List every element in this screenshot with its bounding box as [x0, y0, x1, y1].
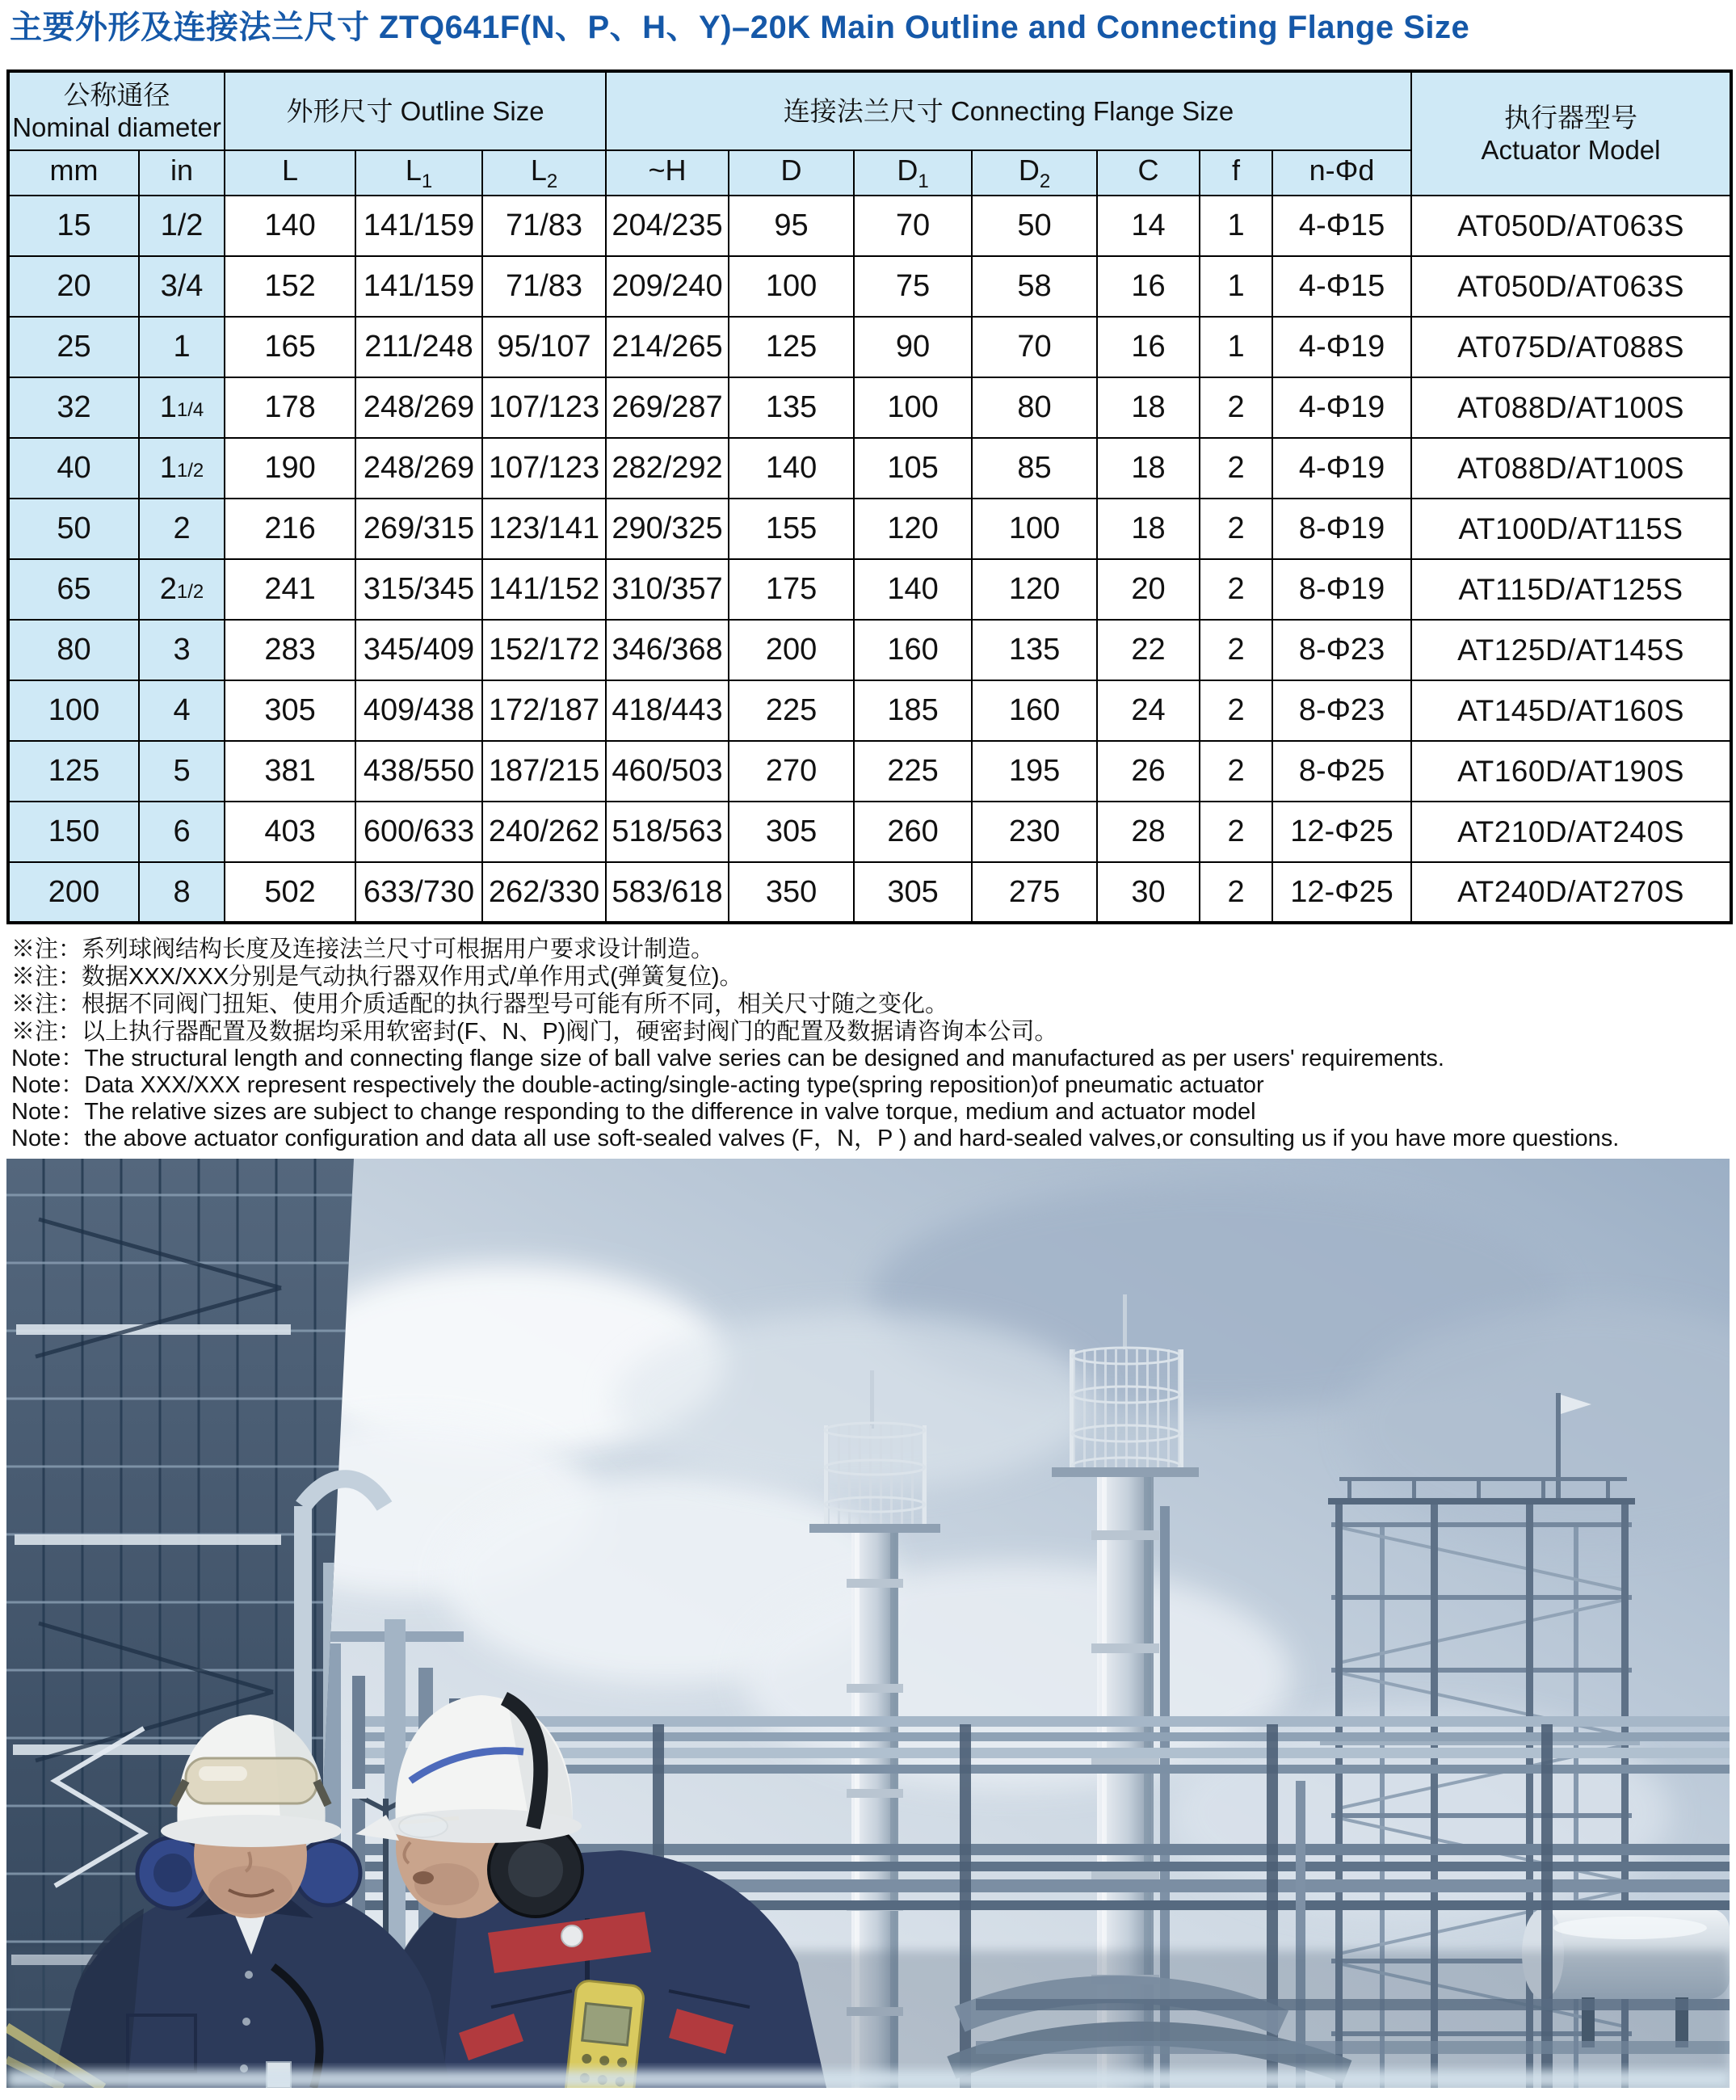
cell-f: 1 — [1200, 317, 1272, 377]
cell-L1: 211/248 — [355, 317, 482, 377]
inch-fraction: 1/4 — [176, 399, 204, 421]
page-title: 主要外形及连接法兰尺寸 ZTQ641F(N、P、H、Y)–20K Main Outline and Connecting Flange Size — [10, 10, 1470, 45]
cell-L2: 152/172 — [482, 620, 606, 680]
cell-f: 2 — [1200, 377, 1272, 438]
cell-L1: 438/550 — [355, 741, 482, 802]
cell-nphid: 8-Φ23 — [1272, 680, 1411, 741]
cell-D2: 70 — [972, 317, 1097, 377]
table-row — [8, 802, 1731, 862]
note-zh-1: ※注：系列球阀结构长度及连接法兰尺寸可根据用户要求设计制造。 — [11, 936, 715, 962]
cell-L1: 600/633 — [355, 802, 482, 862]
cell-f: 2 — [1200, 862, 1272, 923]
cell-nphid: 8-Φ19 — [1272, 559, 1411, 620]
cell-actuator: AT088D/AT100S — [1411, 377, 1731, 438]
col-head-mm: mm — [8, 150, 139, 196]
cell-D1: 100 — [854, 377, 972, 438]
cell-H: 209/240 — [606, 256, 729, 317]
col-head-H: ~H — [606, 150, 729, 196]
photo-bottom-haze — [6, 2070, 1730, 2088]
inch-whole: 2 — [173, 511, 191, 545]
col-group-actuator — [1411, 71, 1731, 196]
cell-nphid: 4-Φ19 — [1272, 377, 1411, 438]
cell-C: 26 — [1097, 741, 1200, 802]
cell-H: 583/618 — [606, 862, 729, 923]
cell-mm: 50 — [8, 499, 139, 559]
cell-H: 204/235 — [606, 196, 729, 256]
inch-whole: 8 — [173, 874, 191, 909]
cell-C: 22 — [1097, 620, 1200, 680]
col-head-L1: $L_1$ — [355, 150, 482, 196]
col-group-flange: 连接法兰尺寸 Connecting Flange Size — [606, 71, 1411, 150]
cell-C: 20 — [1097, 559, 1200, 620]
cell-D2: 80 — [972, 377, 1097, 438]
cell-in — [139, 196, 225, 256]
header-group-row — [8, 71, 1731, 150]
inch-fraction: 1/2 — [176, 460, 204, 482]
table-row — [8, 499, 1731, 559]
cell-L2: 123/141 — [482, 499, 606, 559]
col-group-nominal — [8, 71, 225, 150]
table-row — [8, 196, 1731, 256]
table-row — [8, 680, 1731, 741]
cell-mm: 15 — [8, 196, 139, 256]
cell-actuator: AT145D/AT160S — [1411, 680, 1731, 741]
inch-whole: 4 — [173, 693, 191, 727]
cell-D: 200 — [729, 620, 854, 680]
cell-L: 178 — [225, 377, 355, 438]
cell-D1: 90 — [854, 317, 972, 377]
cell-L1: 248/269 — [355, 438, 482, 499]
cell-D1: 160 — [854, 620, 972, 680]
cell-L2: 172/187 — [482, 680, 606, 741]
cell-D: 305 — [729, 802, 854, 862]
cell-H: 518/563 — [606, 802, 729, 862]
cell-in — [139, 620, 225, 680]
cell-D: 100 — [729, 256, 854, 317]
inch-whole: 1 — [159, 451, 177, 485]
cell-D1: 75 — [854, 256, 972, 317]
dimension-table — [6, 69, 1733, 924]
cell-H: 346/368 — [606, 620, 729, 680]
cell-actuator: AT100D/AT115S — [1411, 499, 1731, 559]
cell-C: 18 — [1097, 499, 1200, 559]
cell-L: 241 — [225, 559, 355, 620]
cell-f: 2 — [1200, 741, 1272, 802]
col-group-nominal-zh: 公称通径 — [63, 79, 170, 110]
cell-mm: 150 — [8, 802, 139, 862]
table-row — [8, 317, 1731, 377]
cell-D: 225 — [729, 680, 854, 741]
cell-nphid: 12-Φ25 — [1272, 802, 1411, 862]
cell-D2: 160 — [972, 680, 1097, 741]
table-row — [8, 862, 1731, 923]
cell-L2: 95/107 — [482, 317, 606, 377]
cell-C: 16 — [1097, 256, 1200, 317]
col-head-D2: $D_2$ — [972, 150, 1097, 196]
cell-actuator: AT115D/AT125S — [1411, 559, 1731, 620]
table-row — [8, 559, 1731, 620]
cell-D2: 230 — [972, 802, 1097, 862]
table-row — [8, 377, 1731, 438]
cell-nphid: 8-Φ19 — [1272, 499, 1411, 559]
cell-D: 175 — [729, 559, 854, 620]
cell-f: 1 — [1200, 196, 1272, 256]
cell-mm: 125 — [8, 741, 139, 802]
table-row — [8, 741, 1731, 802]
cell-C: 18 — [1097, 377, 1200, 438]
cell-D2: 275 — [972, 862, 1097, 923]
cell-D: 125 — [729, 317, 854, 377]
cell-mm: 100 — [8, 680, 139, 741]
col-head-D1: $D_1$ — [854, 150, 972, 196]
cell-actuator: AT050D/AT063S — [1411, 196, 1731, 256]
cell-mm: 25 — [8, 317, 139, 377]
cell-actuator: AT210D/AT240S — [1411, 802, 1731, 862]
inch-whole: 3/4 — [160, 269, 204, 303]
cell-nphid: 4-Φ19 — [1272, 317, 1411, 377]
cell-D: 95 — [729, 196, 854, 256]
cell-in — [139, 559, 225, 620]
cell-H: 460/503 — [606, 741, 729, 802]
cell-D1: 120 — [854, 499, 972, 559]
table-row — [8, 438, 1731, 499]
cell-D2: 85 — [972, 438, 1097, 499]
cell-in — [139, 680, 225, 741]
cell-f: 2 — [1200, 680, 1272, 741]
cell-nphid: 8-Φ25 — [1272, 741, 1411, 802]
table-header — [8, 71, 1731, 196]
cell-in — [139, 256, 225, 317]
col-head-f: f — [1200, 150, 1272, 196]
cell-in — [139, 377, 225, 438]
note-zh-4: ※注：以上执行器配置及数据均采用软密封(F、N、P)阀门，硬密封阀门的配置及数据请咨询本公司。 — [11, 1019, 1058, 1045]
col-head-nphid: n-Φd — [1272, 150, 1411, 196]
cell-D1: 70 — [854, 196, 972, 256]
cell-mm: 32 — [8, 377, 139, 438]
note-zh-2: ※注：数据XXX/XXX分别是气动执行器双作用式/单作用式(弹簧复位)。 — [11, 964, 743, 990]
refinery-photo-svg — [6, 1159, 1730, 2088]
cell-in — [139, 741, 225, 802]
col-group-actuator-en: Actuator Model — [1481, 134, 1661, 165]
col-group-nominal-en: Nominal diameter — [12, 112, 221, 142]
cell-mm: 40 — [8, 438, 139, 499]
col-head-in: in — [139, 150, 225, 196]
cell-D2: 100 — [972, 499, 1097, 559]
cell-C: 28 — [1097, 802, 1200, 862]
cell-L: 190 — [225, 438, 355, 499]
inch-whole: 2 — [159, 572, 177, 606]
refinery-photo — [6, 1159, 1730, 2088]
cell-L1: 269/315 — [355, 499, 482, 559]
cell-H: 269/287 — [606, 377, 729, 438]
inch-whole: 5 — [173, 754, 191, 788]
cell-C: 18 — [1097, 438, 1200, 499]
cell-L2: 240/262 — [482, 802, 606, 862]
cell-f: 2 — [1200, 802, 1272, 862]
cell-actuator: AT160D/AT190S — [1411, 741, 1731, 802]
cell-L1: 409/438 — [355, 680, 482, 741]
cell-L: 403 — [225, 802, 355, 862]
cell-nphid: 4-Φ15 — [1272, 256, 1411, 317]
cell-C: 24 — [1097, 680, 1200, 741]
cell-D: 270 — [729, 741, 854, 802]
inch-whole: 3 — [173, 633, 191, 667]
table-row — [8, 256, 1731, 317]
table-row — [8, 620, 1731, 680]
cell-nphid: 12-Φ25 — [1272, 862, 1411, 923]
cell-L: 502 — [225, 862, 355, 923]
cell-D1: 260 — [854, 802, 972, 862]
cell-in — [139, 802, 225, 862]
notes-block — [11, 936, 1736, 1152]
note-en-4: Note：the above actuator configuration and data all use soft-sealed valves (F，N，P ) and hard-sealed valves,or consulting us if you have more questions. — [11, 1126, 1620, 1151]
cell-L2: 71/83 — [482, 256, 606, 317]
cell-f: 2 — [1200, 559, 1272, 620]
cell-L2: 107/123 — [482, 377, 606, 438]
cell-f: 2 — [1200, 499, 1272, 559]
note-en-2: Note：Data XXX/XXX represent respectively the double-acting/single-acting type(spring reposition)of pneumatic actuator — [11, 1072, 1264, 1098]
cell-f: 2 — [1200, 620, 1272, 680]
cell-L2: 262/330 — [482, 862, 606, 923]
cell-nphid: 8-Φ23 — [1272, 620, 1411, 680]
note-en-1: Note：The structural length and connecting flange size of ball valve series can be designed and manufactured as per users' requirements. — [11, 1046, 1444, 1071]
cell-mm: 200 — [8, 862, 139, 923]
cell-L: 283 — [225, 620, 355, 680]
cell-nphid: 4-Φ15 — [1272, 196, 1411, 256]
cell-actuator: AT240D/AT270S — [1411, 862, 1731, 923]
cell-L2: 107/123 — [482, 438, 606, 499]
cell-D1: 225 — [854, 741, 972, 802]
cell-in — [139, 438, 225, 499]
cell-nphid: 4-Φ19 — [1272, 438, 1411, 499]
cell-L: 152 — [225, 256, 355, 317]
cell-D1: 140 — [854, 559, 972, 620]
inch-whole: 1/2 — [160, 208, 204, 242]
cell-D2: 58 — [972, 256, 1097, 317]
cell-H: 290/325 — [606, 499, 729, 559]
note-zh-3: ※注：根据不同阀门扭矩、使用介质适配的执行器型号可能有所不同，相关尺寸随之变化。 — [11, 991, 949, 1017]
cell-L: 381 — [225, 741, 355, 802]
inch-fraction: 1/2 — [176, 581, 204, 603]
col-group-actuator-zh: 执行器型号 — [1504, 102, 1638, 133]
cell-L1: 633/730 — [355, 862, 482, 923]
cell-L: 216 — [225, 499, 355, 559]
cell-L: 140 — [225, 196, 355, 256]
cell-L1: 345/409 — [355, 620, 482, 680]
cell-C: 14 — [1097, 196, 1200, 256]
inch-whole: 1 — [159, 390, 177, 424]
cell-actuator: AT075D/AT088S — [1411, 317, 1731, 377]
note-en-3: Note：The relative sizes are subject to change responding to the difference in valve torque, medium and actuator model — [11, 1099, 1256, 1125]
cell-mm: 20 — [8, 256, 139, 317]
col-head-L: L — [225, 150, 355, 196]
cell-H: 282/292 — [606, 438, 729, 499]
inch-whole: 6 — [173, 814, 191, 848]
cell-D1: 105 — [854, 438, 972, 499]
cell-in — [139, 499, 225, 559]
cell-L1: 248/269 — [355, 377, 482, 438]
cell-C: 30 — [1097, 862, 1200, 923]
cell-C: 16 — [1097, 317, 1200, 377]
cell-D2: 195 — [972, 741, 1097, 802]
cell-H: 214/265 — [606, 317, 729, 377]
cell-in — [139, 317, 225, 377]
cell-L2: 141/152 — [482, 559, 606, 620]
cell-D2: 50 — [972, 196, 1097, 256]
cell-actuator: AT088D/AT100S — [1411, 438, 1731, 499]
cell-L2: 71/83 — [482, 196, 606, 256]
col-head-D: D — [729, 150, 854, 196]
cell-f: 2 — [1200, 438, 1272, 499]
cell-D: 350 — [729, 862, 854, 923]
cell-L: 305 — [225, 680, 355, 741]
cell-in — [139, 862, 225, 923]
cell-actuator: AT125D/AT145S — [1411, 620, 1731, 680]
cell-L2: 187/215 — [482, 741, 606, 802]
cell-mm: 80 — [8, 620, 139, 680]
cell-f: 1 — [1200, 256, 1272, 317]
cell-H: 310/357 — [606, 559, 729, 620]
cell-L: 165 — [225, 317, 355, 377]
cell-D2: 135 — [972, 620, 1097, 680]
cell-actuator: AT050D/AT063S — [1411, 256, 1731, 317]
col-head-L2: $L_2$ — [482, 150, 606, 196]
cell-L1: 141/159 — [355, 196, 482, 256]
cell-D1: 305 — [854, 862, 972, 923]
cell-L1: 141/159 — [355, 256, 482, 317]
col-head-C: C — [1097, 150, 1200, 196]
cell-D1: 185 — [854, 680, 972, 741]
cell-mm: 65 — [8, 559, 139, 620]
cell-H: 418/443 — [606, 680, 729, 741]
cell-D2: 120 — [972, 559, 1097, 620]
col-group-outline: 外形尺寸 Outline Size — [225, 71, 606, 150]
cell-D: 155 — [729, 499, 854, 559]
inch-whole: 1 — [173, 330, 191, 364]
cell-D: 140 — [729, 438, 854, 499]
cell-L1: 315/345 — [355, 559, 482, 620]
cell-D: 135 — [729, 377, 854, 438]
table-body — [8, 196, 1731, 923]
